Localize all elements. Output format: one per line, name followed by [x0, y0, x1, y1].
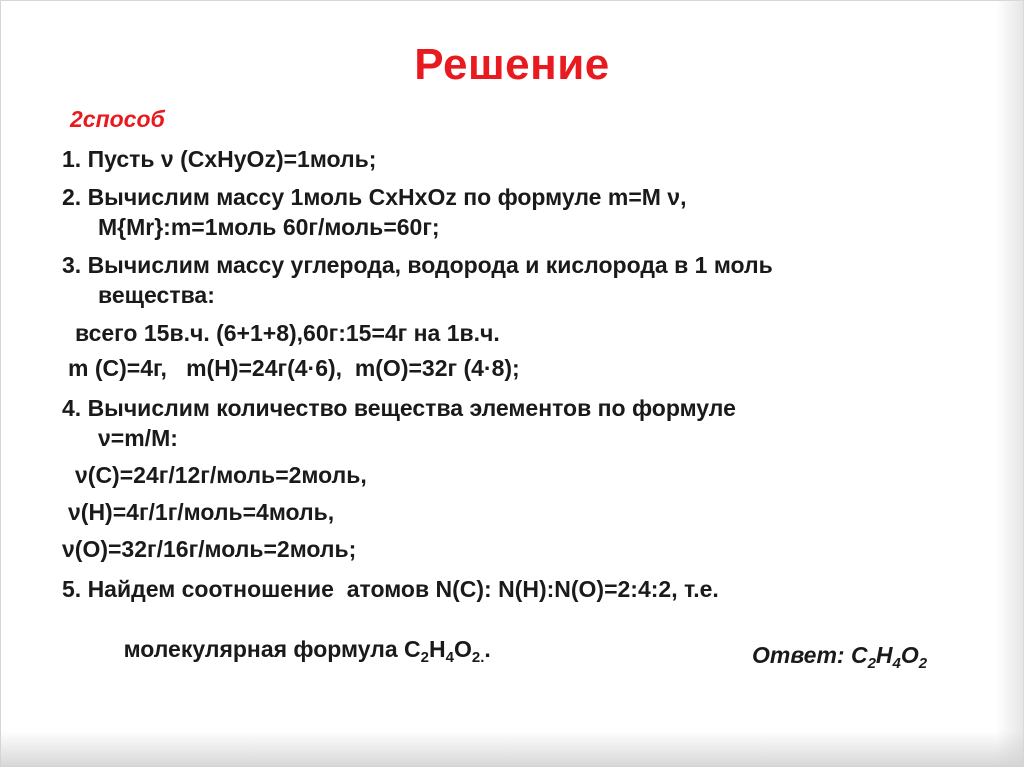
step-3-line-2: вещества:	[98, 282, 215, 308]
formula-h-index: 4	[445, 649, 454, 666]
answer-o-index: 2	[918, 655, 928, 672]
step-3-line-1: 3. Вычислим массу углерода, водорода и кислорода в 1 моль	[62, 252, 773, 278]
step-4-line-3: ν(C)=24г/12г/моль=2моль,	[75, 462, 367, 488]
step-5-line-2	[98, 604, 491, 694]
step-1: 1. Пусть ν (CxHyOz)=1моль;	[62, 146, 377, 172]
answer-o: O	[900, 642, 919, 668]
step-5-line-1: 5. Найдем соотношение атомов N(C): N(H):N(O)=2:4:2, т.е.	[62, 576, 719, 602]
step-4-line-1: 4. Вычислим количество вещества элементов по формуле	[62, 395, 736, 421]
step-4-line-5: ν(O)=32г/16г/моль=2моль;	[62, 536, 357, 562]
slide-title: Решение	[414, 40, 610, 89]
answer-label: Ответ:	[752, 642, 851, 668]
formula-c-index: 2	[420, 649, 430, 666]
answer	[752, 640, 927, 670]
answer-c-index: 2	[867, 655, 876, 672]
step-4-line-4: ν(H)=4г/1г/моль=4моль,	[68, 499, 335, 525]
method-label: 2способ	[70, 106, 165, 132]
formula-o-index: 2.	[471, 649, 485, 666]
step-4-line-2: ν=m/M:	[98, 425, 178, 451]
answer-h-index: 4	[892, 655, 901, 672]
step-3-line-3: всего 15в.ч. (6+1+8),60г:15=4г на 1в.ч.	[75, 320, 500, 346]
formula-h: H	[429, 636, 446, 662]
answer-c: C	[850, 642, 868, 668]
formula-end-dot: .	[484, 636, 491, 662]
step-3-line-4: m (C)=4г, m(H)=24г(4·6), m(O)=32г (4·8);	[68, 355, 520, 381]
slide-bottom-shadow	[0, 731, 1024, 767]
step-2-line-1: 2. Вычислим массу 1моль CxHxOz по формуле m=M ν,	[62, 184, 687, 210]
step-2-line-2: M{Mr}:m=1моль 60г/моль=60г;	[98, 214, 440, 240]
step-5-formula-intro: молекулярная формула	[123, 636, 405, 662]
formula-o: O	[453, 636, 472, 662]
answer-h: H	[875, 642, 893, 668]
formula-c: C	[404, 636, 421, 662]
slide-right-shadow	[996, 0, 1024, 767]
